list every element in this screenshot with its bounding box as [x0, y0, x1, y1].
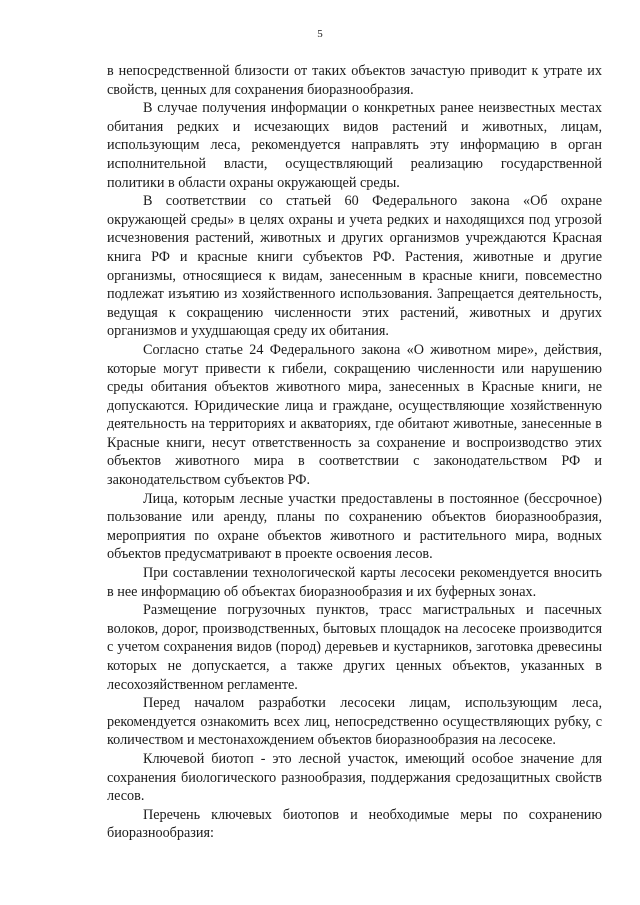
paragraph-animal-world-law: Согласно статье 24 Федерального закона «О животном мире», действия, которые могут привести к гибели, сокращению численности или нарушению среды обитания объектов животного мира, занесенных в Красные книги, не допускаются. Юридические лица и граждане, осуществляющие хозяйственную деятельность на территориях и акваториях, где обитают животные, занесенные в Красные книги, несут ответственность за сохранение и воспроизводство этих объектов животного мира в соответствии с законодательством РФ и законодательством субъектов РФ.: [107, 341, 602, 489]
paragraph-briefing: Перед началом разработки лесосеки лицам, использующим леса, рекомендуется ознакомить всех лиц, непосредственно осуществляющих рубку, с количеством и местонахождением объектов биоразнообразия на лесосеке.: [107, 695, 602, 749]
paragraph-continuation: в непосредственной близости от таких объектов зачастую приводит к утрате их свойств, ценных для сохранения биоразнообразия.: [107, 63, 602, 98]
paragraph-key-biotope-definition: Ключевой биотоп - это лесной участок, имеющий особое значение для сохранения биологического разнообразия, поддержания средозащитных свойств лесов.: [107, 750, 602, 805]
paragraph-site-placement: Размещение погрузочных пунктов, трасс магистральных и пасечных волоков, дорог, производственных, бытовых площадок на лесосеке производится с учетом сохранения видов (пород) деревьев и кустарников, заготовка древесины которых не допускается, а также других ценных объектов, указанных в лесохозяйственном регламенте.: [107, 602, 602, 693]
paragraph-new-habitat-info: В случае получения информации о конкретных ранее неизвестных местах обитания редких и исчезающих видов растений и животных, лицам, использующим леса, рекомендуется направлять эту информацию в орган исполнительной власти, осуществляющий реализацию государственной политики в области охраны окружающей среды.: [107, 100, 602, 191]
paragraph-tech-map: При составлении технологической карты лесосеки рекомендуется вносить в нее информацию об объектах биоразнообразия и их буферных зонах.: [107, 565, 602, 600]
body-text: [107, 62, 602, 843]
page-number: 5: [317, 28, 323, 40]
paragraph-red-book-law: В соответствии со статьей 60 Федерального закона «Об охране окружающей среды» в целях охраны и учета редких и находящихся под угрозой исчезновения растений, животных и других организмов учреждаются Красная книга РФ и красные книги субъектов РФ. Растения, животные и другие организмы, относящиеся к видам, занесенным в красные книги, повсеместно подлежат изъятию из хозяйственного использования. Запрещается деятельность, ведущая к сокращению численности этих растений, животных и других организмов и ухудшающая среду их обитания.: [107, 193, 602, 340]
paragraph-biotope-list-intro: Перечень ключевых биотопов и необходимые меры по сохранению биоразнообразия:: [107, 806, 602, 842]
paragraph-forest-users-plans: Лица, которым лесные участки предоставлены в постоянное (бессрочное) пользование или аренду, планы по сохранению объектов биоразнообразия, мероприятия по охране объектов животного и растительного мира, водных объектов предусматривают в проекте освоения лесов.: [107, 490, 602, 563]
